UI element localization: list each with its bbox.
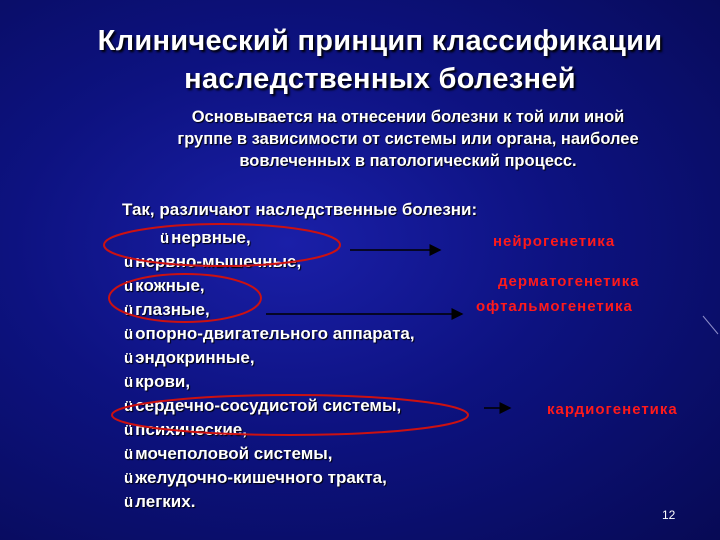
list-item-label: эндокринные, <box>135 348 255 367</box>
checkmark-icon: ü <box>124 254 134 271</box>
checkmark-icon: ü <box>124 494 134 511</box>
checkmark-icon: ü <box>124 278 134 295</box>
subtitle-line-1: Основывается на отнесении болезни к той или иной <box>191 108 625 126</box>
list-item-label: кожные, <box>135 276 205 295</box>
checkmark-icon: ü <box>160 230 170 247</box>
page-number: 12 <box>662 508 676 522</box>
highlight-ellipse-cardio <box>112 395 468 435</box>
highlight-ellipse-neuro <box>104 224 340 266</box>
title-line-1: Клинический принцип классификации <box>97 25 663 57</box>
highlight-ellipse-skin-eye <box>109 274 261 322</box>
list-item-label: желудочно-кишечного тракта, <box>135 468 387 487</box>
list-item-label: глазные, <box>135 300 210 319</box>
checkmark-icon: ü <box>124 374 134 391</box>
list-item-label: нервно-мышечные, <box>135 252 302 271</box>
field-label-dermatogenetics: дерматогенетика <box>498 273 640 290</box>
checkmark-icon: ü <box>124 470 134 487</box>
checkmark-icon: ü <box>124 302 134 319</box>
list-item-label: легких. <box>135 492 196 511</box>
list-item-label: опорно-двигательного аппарата, <box>135 324 415 343</box>
checkmark-icon: ü <box>124 398 134 415</box>
decorative-slash <box>703 316 718 334</box>
field-label-cardiogenetics: кардиогенетика <box>547 401 678 418</box>
title-line-2: наследственных болезней <box>184 63 576 95</box>
field-label-neurogenetics: нейрогенетика <box>493 233 616 250</box>
list-item-label: нервные, <box>171 228 251 247</box>
checkmark-icon: ü <box>124 350 134 367</box>
checkmark-icon: ü <box>124 326 134 343</box>
list-item-label: психические, <box>135 420 247 439</box>
subtitle-line-3: вовлеченных в патологический процесс. <box>239 152 577 170</box>
subtitle-line-2: группе в зависимости от системы или органа, наиболее <box>177 130 639 148</box>
checkmark-icon: ü <box>124 422 134 439</box>
list-item-label: мочеполовой системы, <box>135 444 333 463</box>
field-label-ophthalmogenetics: офтальмогенетика <box>476 298 633 315</box>
checkmark-icon: ü <box>124 446 134 463</box>
intro-text: Так, различают наследственные болезни: <box>122 200 478 219</box>
list-item-label: крови, <box>135 372 191 391</box>
list-item-label: сердечно-сосудистой системы, <box>135 396 402 415</box>
